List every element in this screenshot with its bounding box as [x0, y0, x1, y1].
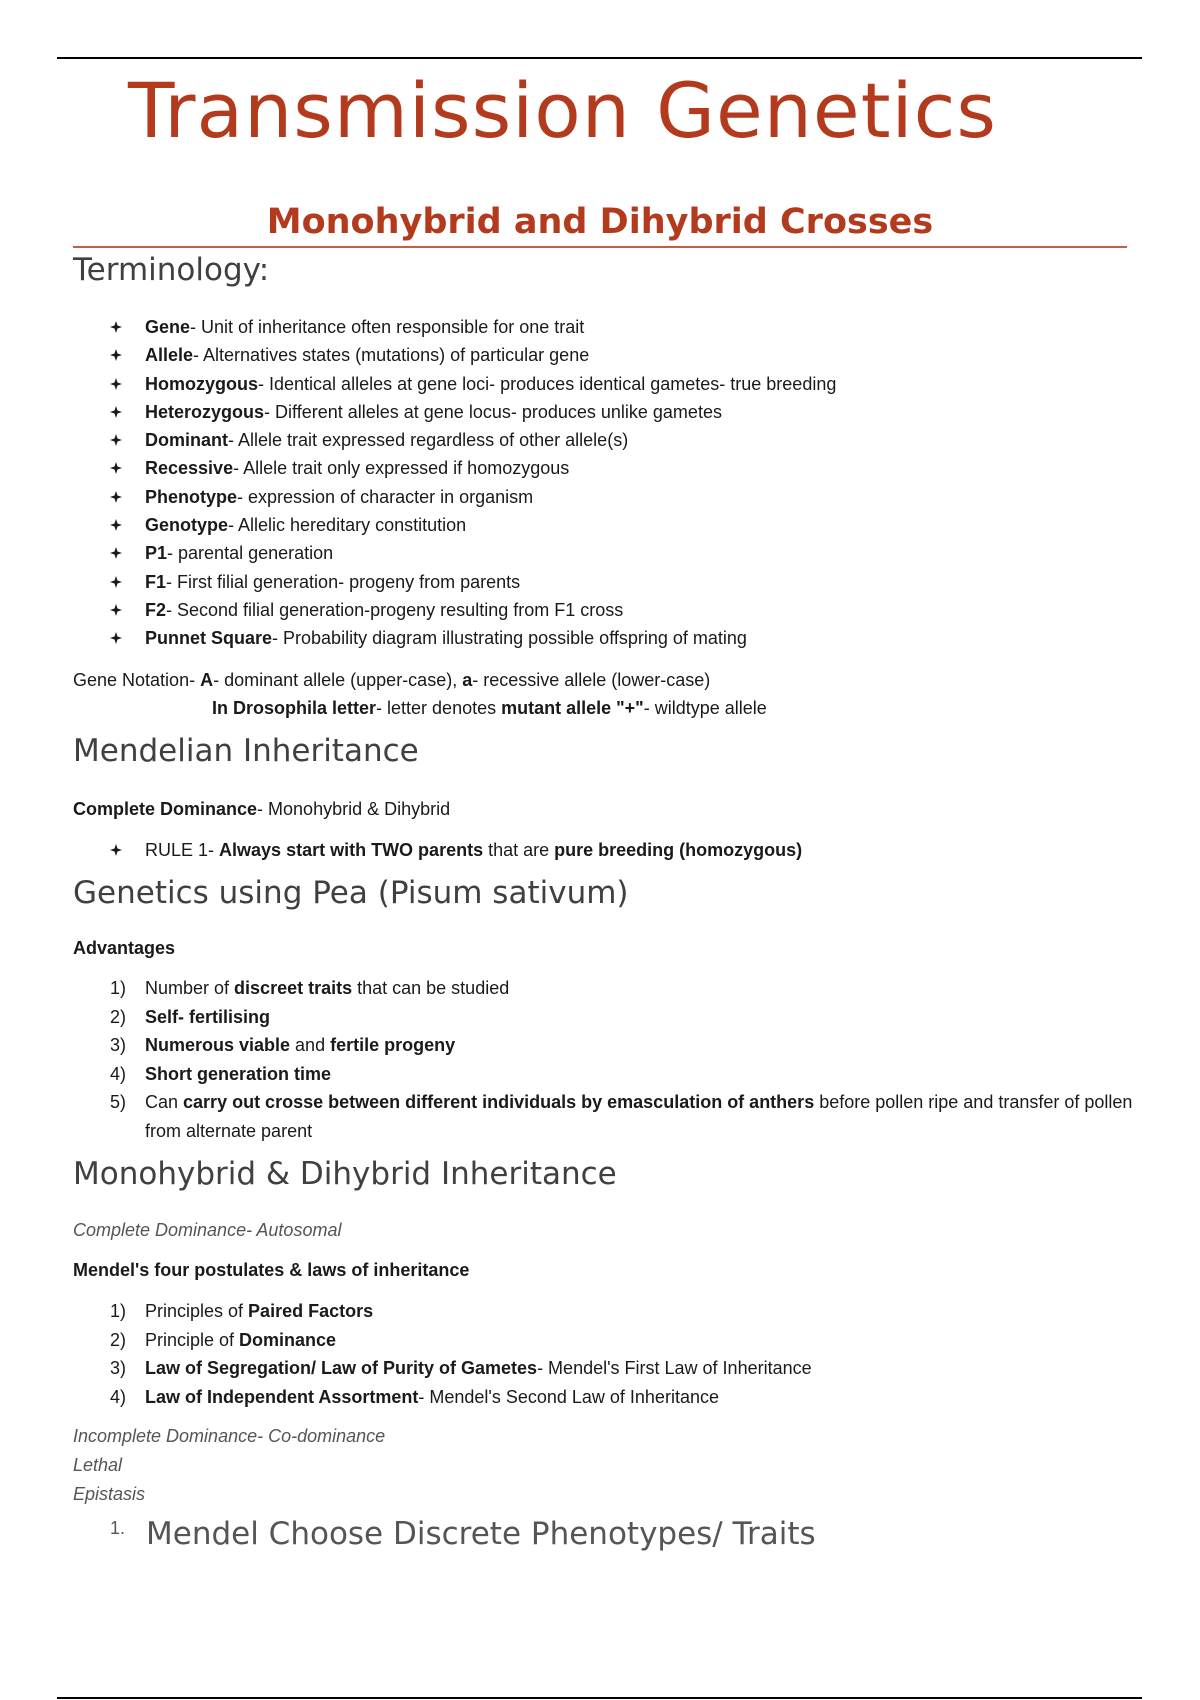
diamond-bullet-icon	[110, 844, 122, 856]
diamond-bullet-icon	[110, 576, 122, 588]
diamond-bullet-icon	[110, 462, 122, 474]
item-number: 4)	[110, 1063, 127, 1084]
term-definition: - Allele trait only expressed if homozygous	[233, 458, 570, 479]
rule-list	[108, 836, 802, 864]
advantages-label-text: Advantages	[73, 938, 176, 958]
numbered-item	[108, 1297, 812, 1326]
notation-upper-a: A	[200, 670, 214, 690]
item-bold: Short generation time	[145, 1063, 332, 1084]
term-item	[108, 539, 836, 567]
terminology-list	[108, 313, 836, 653]
item-pre: Principles of	[145, 1301, 249, 1321]
term-item	[108, 483, 836, 511]
pea-heading: Genetics using Pea (Pisum sativum)	[73, 875, 629, 911]
complete-autosomal-note: Complete Dominance- Autosomal	[73, 1220, 342, 1240]
term-name: Allele	[145, 345, 194, 366]
drosophila-text: - letter denotes	[376, 698, 502, 718]
item-post: before pollen ripe and transfer of pollen from alternate parent	[145, 1092, 1133, 1141]
term-name: Heterozygous	[145, 401, 265, 422]
term-name: Dominant	[145, 430, 228, 451]
drosophila-end: - wildtype allele	[643, 698, 767, 718]
item-number: 2)	[110, 1329, 127, 1350]
item-bold: Numerous viable	[145, 1035, 291, 1055]
term-definition: - Allelic hereditary constitution	[228, 515, 467, 536]
term-definition: - expression of character in organism	[237, 486, 534, 507]
item-number: 4)	[110, 1386, 127, 1407]
terminology-heading: Terminology:	[73, 252, 270, 288]
term-name: Gene	[145, 317, 191, 337]
item-post: that can be studied	[352, 978, 510, 998]
term-name: Recessive	[145, 458, 234, 479]
numbered-item	[108, 1326, 812, 1355]
term-item	[108, 454, 836, 482]
term-definition: - Second filial generation-progeny resulting from F1 cross	[166, 599, 624, 620]
diamond-bullet-icon	[110, 632, 122, 644]
numbered-item	[108, 1383, 812, 1412]
numbered-item	[108, 974, 1145, 1003]
drosophila-line	[212, 698, 767, 719]
bottom-rule	[57, 1697, 1142, 1699]
rule-mid: that are	[483, 840, 555, 860]
complete-dominance-text: - Monohybrid & Dihybrid	[257, 799, 451, 819]
numbered-item	[108, 1354, 812, 1383]
postulates-label	[73, 1260, 469, 1281]
item-pre: Can	[145, 1092, 184, 1112]
mendelian-heading: Mendelian Inheritance	[73, 733, 419, 769]
last-section-heading: Mendel Choose Discrete Phenotypes/ Traits	[146, 1516, 816, 1552]
item-number: 3)	[110, 1358, 127, 1378]
last-section-number: 1.	[110, 1518, 126, 1538]
term-item	[108, 426, 836, 454]
numbered-item	[108, 1031, 1145, 1060]
item-bold: Law of Segregation/ Law of Purity of Gametes	[145, 1358, 538, 1378]
gene-notation-line	[73, 670, 710, 691]
rule-bold-2: pure breeding (homozygous)	[554, 840, 803, 860]
term-item	[108, 313, 836, 341]
term-definition: - Unit of inheritance often responsible for one trait	[190, 317, 585, 337]
item-bold: Dominance	[239, 1329, 337, 1350]
complete-dominance-line	[73, 799, 450, 820]
rule-bold-1: Always start with TWO parents	[219, 840, 484, 860]
item-number: 5)	[110, 1092, 127, 1112]
epistasis-note: Epistasis	[73, 1484, 146, 1504]
term-definition: - Allele trait expressed regardless of other allele(s)	[228, 430, 629, 451]
advantages-label	[73, 938, 175, 959]
term-name: Homozygous	[145, 373, 259, 394]
term-definition: - Identical alleles at gene loci- produces identical gametes- true breeding	[258, 373, 837, 394]
item-number: 1)	[110, 978, 127, 998]
advantages-list	[108, 974, 1145, 1145]
monodi-heading: Monohybrid & Dihybrid Inheritance	[73, 1156, 617, 1192]
term-name: Punnet Square	[145, 628, 273, 649]
item-number: 3)	[110, 1035, 127, 1055]
item-bold: Self- fertilising	[145, 1006, 271, 1027]
notation-upper-desc: - dominant allele (upper-case),	[213, 670, 463, 690]
item-number: 1)	[110, 1301, 127, 1321]
postulates-label-text: Mendel's four postulates & laws of inheritance	[73, 1260, 470, 1280]
term-item	[108, 624, 836, 652]
term-definition: - parental generation	[167, 543, 334, 564]
page-title: Transmission Genetics	[128, 66, 997, 155]
term-item	[108, 370, 836, 398]
item-bold: Law of Independent Assortment	[145, 1386, 419, 1407]
diamond-bullet-icon	[110, 547, 122, 559]
diamond-bullet-icon	[110, 434, 122, 446]
diamond-bullet-icon	[110, 321, 122, 333]
item-post: - Mendel's Second Law of Inheritance	[418, 1386, 719, 1407]
rule-prefix: RULE 1-	[145, 840, 220, 860]
term-name: F2	[145, 599, 167, 620]
diamond-bullet-icon	[110, 349, 122, 361]
term-name: F1	[145, 571, 167, 592]
item-bold: discreet traits	[234, 978, 353, 998]
notation-lower-desc: - recessive allele (lower-case)	[472, 670, 711, 690]
lethal-note: Lethal	[73, 1455, 123, 1475]
notation-lower-a: a	[462, 670, 473, 690]
diamond-bullet-icon	[110, 378, 122, 390]
term-item	[108, 398, 836, 426]
incomplete-dominance-note: Incomplete Dominance- Co-dominance	[73, 1426, 386, 1446]
drosophila-bold: In Drosophila letter	[212, 698, 377, 718]
numbered-item	[108, 1088, 1145, 1145]
postulates-list	[108, 1297, 812, 1411]
diamond-bullet-icon	[110, 519, 122, 531]
item-post: and	[290, 1035, 331, 1055]
term-definition: - First filial generation- progeny from parents	[166, 571, 521, 592]
numbered-item	[108, 1060, 1145, 1089]
numbered-item	[108, 1003, 1145, 1032]
top-rule	[57, 57, 1142, 59]
term-item	[108, 596, 836, 624]
item-bold-2: fertile progeny	[330, 1035, 456, 1055]
item-post: - Mendel's First Law of Inheritance	[537, 1358, 812, 1378]
diamond-bullet-icon	[110, 406, 122, 418]
diamond-bullet-icon	[110, 491, 122, 503]
diamond-bullet-icon	[110, 604, 122, 616]
drosophila-mutant: mutant allele "+"	[501, 698, 644, 718]
gene-notation-label: Gene Notation-	[73, 670, 201, 690]
term-name: P1	[145, 543, 168, 564]
item-number: 2)	[110, 1006, 127, 1027]
complete-dominance-bold: Complete Dominance	[73, 799, 258, 819]
term-definition: - Alternatives states (mutations) of particular gene	[193, 345, 590, 366]
term-name: Genotype	[145, 515, 229, 536]
rule-item	[108, 836, 802, 864]
term-definition: - Probability diagram illustrating possible offspring of mating	[272, 628, 747, 649]
page-subtitle: Monohybrid and Dihybrid Crosses	[73, 202, 1127, 248]
term-definition: - Different alleles at gene locus- produces unlike gametes	[264, 401, 722, 422]
item-bold: Paired Factors	[248, 1301, 374, 1321]
term-item	[108, 511, 836, 539]
term-name: Phenotype	[145, 486, 238, 507]
item-pre: Number of	[145, 978, 235, 998]
item-pre: Principle of	[145, 1329, 240, 1350]
term-item	[108, 341, 836, 369]
term-item	[108, 568, 836, 596]
item-bold: carry out crosse between different individuals by emasculation of anthers	[183, 1092, 815, 1112]
